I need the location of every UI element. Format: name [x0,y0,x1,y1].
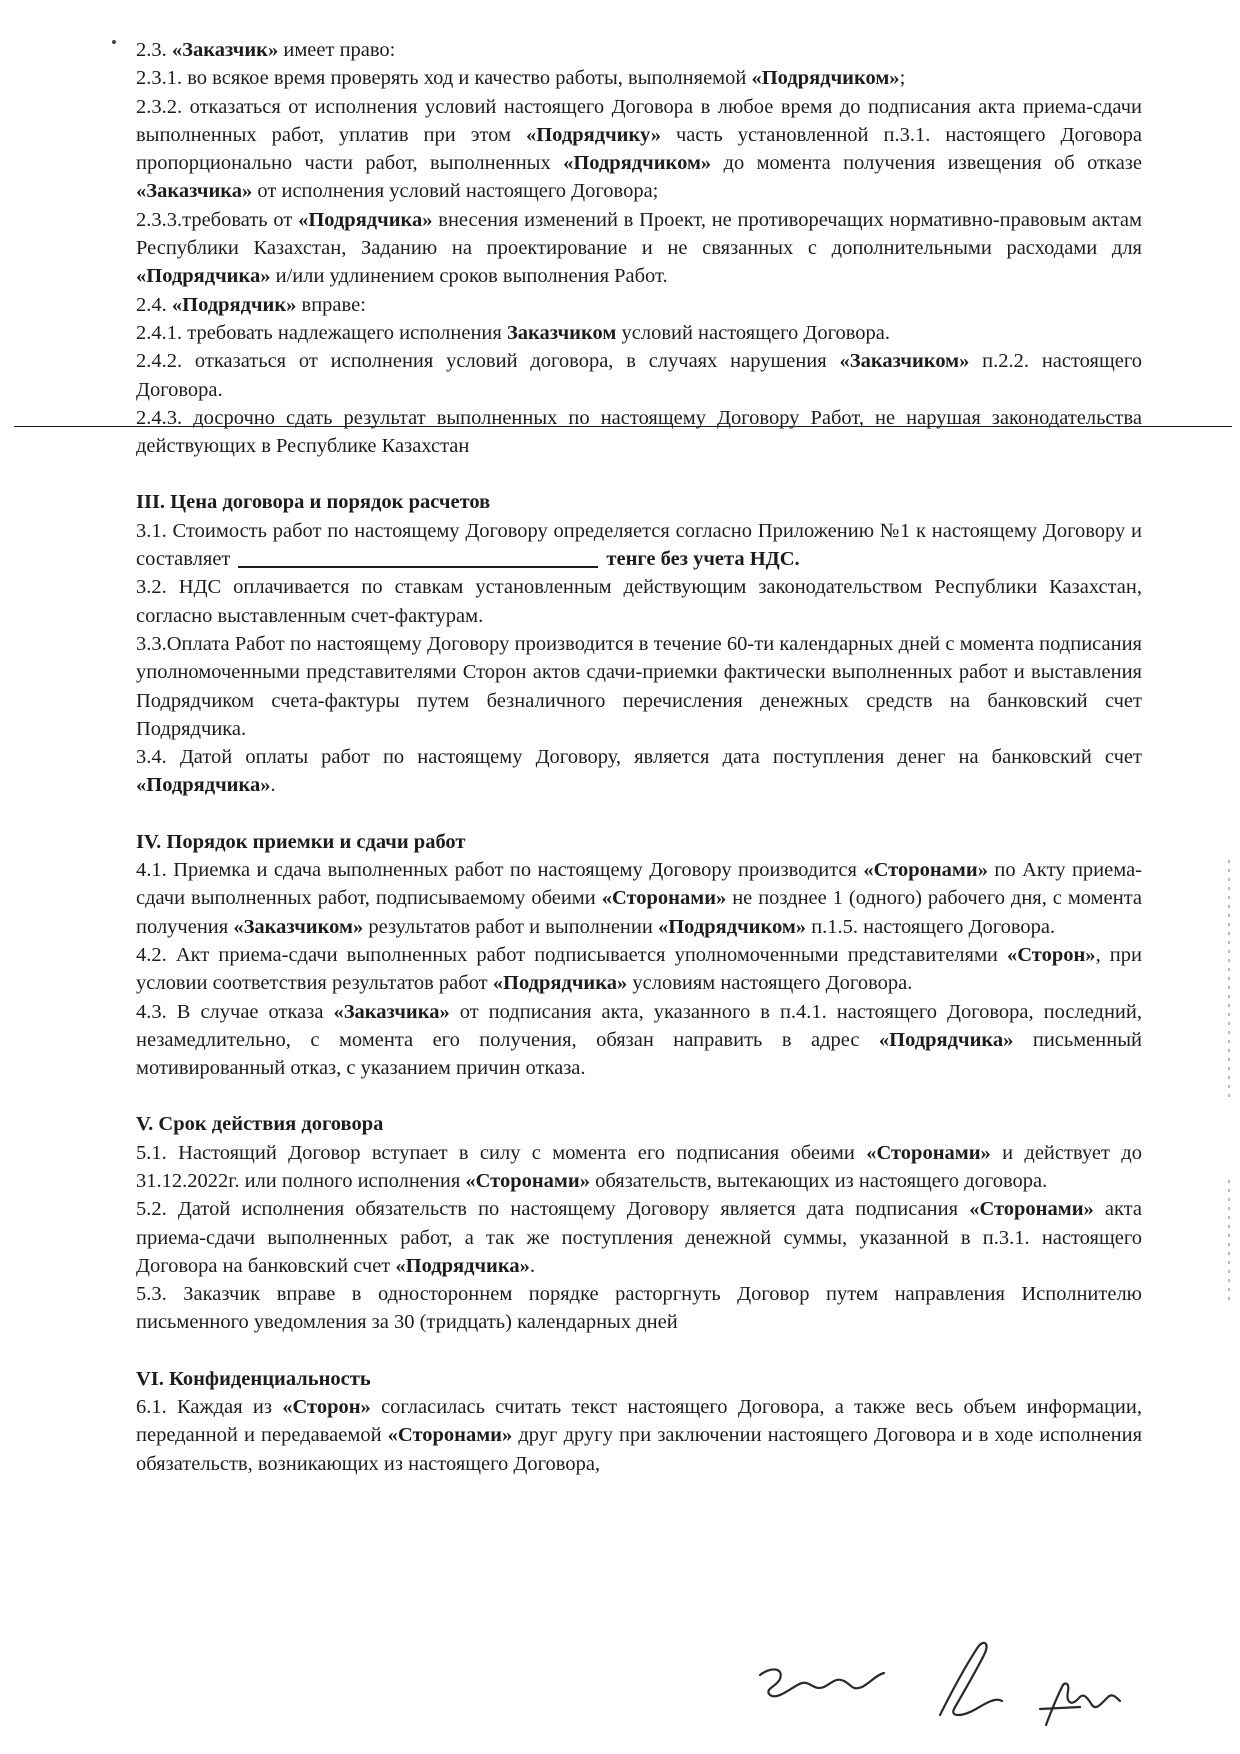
clause-2-3-1: 2.3.1. во всякое время проверять ход и качество работы, выполняемой «Подрядчиком»; [136,67,906,90]
clause-2-4: 2.4. «Подрядчик» вправе: [136,293,366,316]
clause-3-2: 3.2. НДС оплачивается по ставкам установленным действующим законодательством Республики Казахстан, согласно выставленным счет-фактурам. [136,576,1142,627]
amount-blank-line [238,546,598,568]
clause-4-2: 4.2. Акт приема-сдачи выполненных работ подписывается уполномоченными представителями «Сторон», при условии соответствия результатов работ «Подрядчика» условиям настоящего Договора. [136,943,1142,995]
section-heading-3: III. Цена договора и порядок расчетов [136,491,491,514]
clause-2-4-1: 2.4.1. требовать надлежащего исполнения Заказчиком условий настоящего Договора. [136,321,891,344]
scan-speck [112,40,116,44]
clause-4-1: 4.1. Приемка и сдача выполненных работ по настоящему Договору производится «Сторонами» по Акту приема-сдачи выполненных работ, подписываемому обеими «Сторонами» не позднее 1 (одного) рабочего дня, с момента получения «Заказчиком» результатов работ и выполнении «Подрядчиком» п.1.5. настоящего Договора. [136,859,1143,938]
scan-edge-mark [1228,1180,1230,1300]
document-body [136,36,1142,1478]
handwritten-signatures [740,1625,1160,1735]
clause-2-3: 2.3. «Заказчик» имеет право: [136,39,396,61]
clause-4-3: 4.3. В случае отказа «Заказчика» от подписания акта, указанного в п.4.1. настоящего Договора, последний, незамедлительно, с момента его получения, обязан направить в адрес «Подрядчика» письменный мотивированный отказ, с указанием причин отказа. [136,1000,1143,1080]
signature-2 [940,1643,1002,1715]
signature-1 [760,1669,884,1696]
clause-2-4-2: 2.4.2. отказаться от исполнения условий договора, в случаях нарушения «Заказчиком» п.2.2. настоящего Договора. [136,350,1142,401]
clause-5-2: 5.2. Датой исполнения обязательств по настоящему Договору является дата подписания «Сторонами» акта приема-сдачи выполненных работ, а так же поступления денежной суммы, указанной в п.3.1. настоящего Договора на банковский счет «Подрядчика». [136,1198,1142,1277]
clause-6-1: 6.1. Каждая из «Сторон» согласилась считать текст настоящего Договора, а также весь объем информации, переданной и передаваемой «Сторонами» друг другу при заключении настоящего Договора и в ходе исполнения обязательств, возникающих из настоящего Договора, [136,1396,1143,1475]
section-heading-6: VI. Конфиденциальность [136,1367,371,1390]
section-heading-5: V. Срок действия договора [136,1113,384,1136]
signature-scribbles [740,1625,1160,1735]
clause-2-3-3: 2.3.3.требовать от «Подрядчика» внесения изменений в Проект, не противоречащих нормативно-правовым актам Республики Казахстан, Заданию на проектирование и не связанных с дополнительными расходами для «Подрядчика» и/или удлинением сроков выполнения Работ. [136,208,1142,288]
clause-2-4-3: 2.4.3. досрочно сдать результат выполненных по настоящему Договору Работ, не нарушая законодательства действующих в Республике Казахстан [136,406,1142,458]
scan-edge-mark [1228,860,1230,1100]
section-heading-4: IV. Порядок приемки и сдачи работ [136,830,466,853]
clause-3-4: 3.4. Датой оплаты работ по настоящему Договору, является дата поступления денег на банковский счет «Подрядчика». [136,746,1142,797]
clause-2-3-2: 2.3.2. отказаться от исполнения условий настоящего Договора в любое время до подписания акта приема-сдачи выполненных работ, уплатив при этом «Подрядчику» часть установленной п.3.1. настоящего Договора пропорционально части работ, выполненных «Подрядчиком» до момента получения извещения об отказе «Заказчика» от исполнения условий настоящего Договора; [136,95,1142,203]
signature-3 [1040,1684,1120,1725]
clause-3-3: 3.3.Оплата Работ по настоящему Договору производится в течение 60-ти календарных дней с момента подписания уполномоченными представителями Сторон актов сдачи-приемки фактически выполненных работ и выставления Подрядчиком счета-фактуры путем безналичного перечисления денежных средств на банковский счет Подрядчика. [136,632,1142,740]
clause-5-3: 5.3. Заказчик вправе в одностороннем порядке расторгнуть Договор путем направления Исполнителю письменного уведомления за 30 (тридцать) календарных дней [136,1283,1142,1334]
clause-5-1: 5.1. Настоящий Договор вступает в силу с момента его подписания обеими «Сторонами» и действует до 31.12.2022г. или полного исполнения «Сторонами» обязательств, вытекающих из настоящего договора. [136,1141,1142,1192]
clause-3-1: 3.1. Стоимость работ по настоящему Договору определяется согласно Приложению №1 к настоящему Договору и составляет тенге без учета НДС. [136,519,1142,571]
